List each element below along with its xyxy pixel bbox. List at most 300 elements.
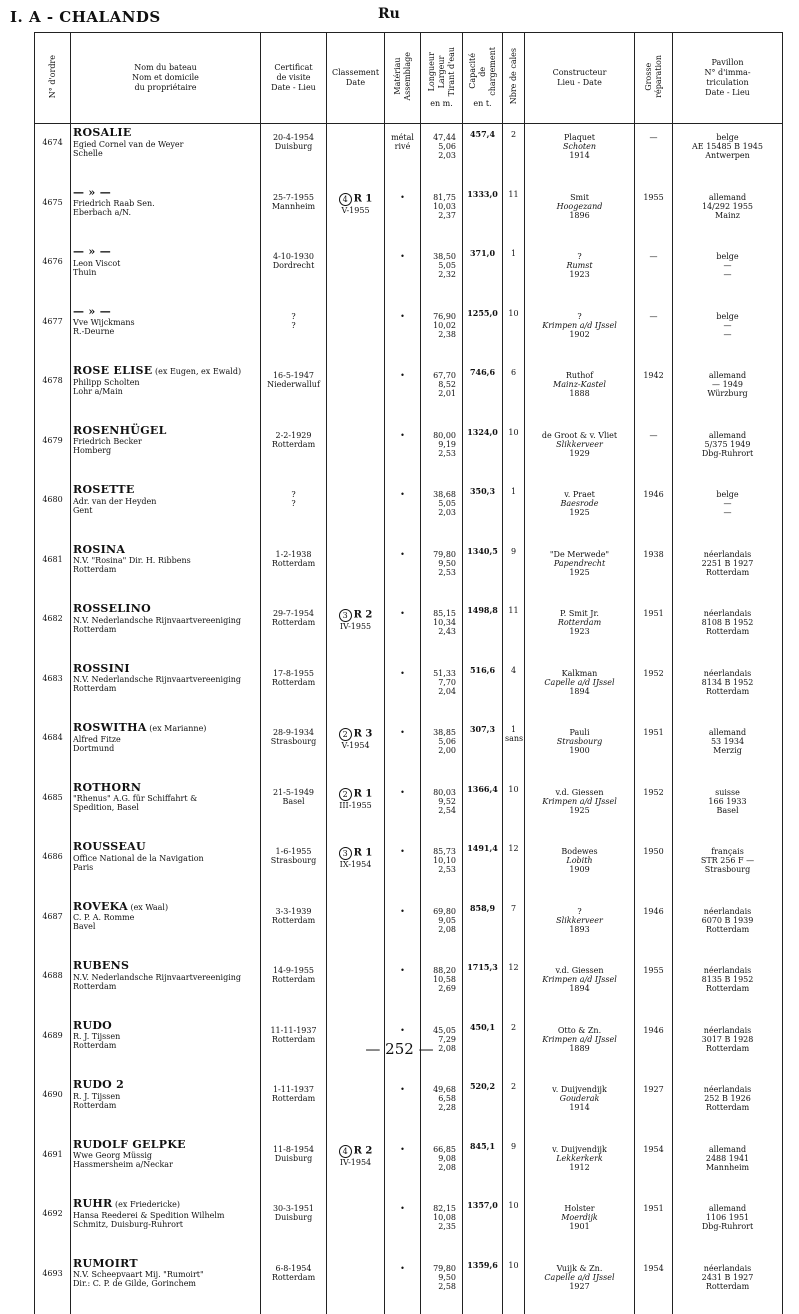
registration-place: Mainz xyxy=(675,211,780,220)
dimensions-cell xyxy=(421,422,463,482)
page-header xyxy=(0,0,799,32)
classification-cell xyxy=(327,600,385,660)
holds: 12 xyxy=(503,838,525,898)
repair-year: 1952 xyxy=(635,779,673,839)
owner-name: N.V. Nederlandsche Rijnvaartvereeniging xyxy=(73,973,258,982)
length: 66,85 xyxy=(423,1145,456,1154)
holds: 2 xyxy=(503,1076,525,1136)
width: 7,70 xyxy=(423,678,456,687)
registration-place: Antwerpen xyxy=(675,151,780,160)
flag-cell xyxy=(673,243,783,303)
ship-cell xyxy=(71,898,261,958)
ship-name: ROVEKA xyxy=(73,900,128,913)
owner-domicile: Schmitz, Duisburg-Ruhrort xyxy=(73,1220,258,1229)
col-capacity: Capacité de chargement en t. xyxy=(463,33,503,124)
width: 8,52 xyxy=(423,380,456,389)
ship-cell xyxy=(71,1136,261,1196)
dimensions-cell xyxy=(421,600,463,660)
certificate-date: ? xyxy=(263,490,324,499)
material: • xyxy=(387,1085,418,1094)
classification-cell xyxy=(327,184,385,244)
builder-name: "De Merwede" xyxy=(527,550,632,559)
owner-name: Friedrich Raab Sen. xyxy=(73,199,258,208)
certificate-date: ? xyxy=(263,312,324,321)
flag-cell xyxy=(673,957,783,1017)
holds: 1 xyxy=(503,481,525,541)
classification-cell xyxy=(327,303,385,363)
table-row xyxy=(35,243,783,303)
material: • xyxy=(387,728,418,737)
classification-cell xyxy=(327,541,385,601)
length: 47,44 xyxy=(423,133,456,142)
build-year: 1889 xyxy=(527,1044,632,1053)
capacity: 845,1 xyxy=(463,1136,503,1196)
classification-cell xyxy=(327,838,385,898)
builder-name: ? xyxy=(527,312,632,321)
ship-name: ROSINA xyxy=(73,543,125,556)
width: 9,08 xyxy=(423,1154,456,1163)
length: 80,03 xyxy=(423,788,456,797)
builder-cell xyxy=(525,243,635,303)
owner-domicile: Rotterdam xyxy=(73,684,258,693)
builder-name: de Groot & v. Vliet xyxy=(527,431,632,440)
flag-country: allemand xyxy=(675,728,780,737)
width: 10,03 xyxy=(423,202,456,211)
build-year: 1900 xyxy=(527,746,632,755)
builder-place: Schoten xyxy=(527,142,632,151)
builder-cell xyxy=(525,303,635,363)
length: 79,80 xyxy=(423,1264,456,1273)
owner-domicile: R.-Deurne xyxy=(73,327,258,336)
builder-name: v. Duijvendijk xyxy=(527,1145,632,1154)
build-year: 1925 xyxy=(527,508,632,517)
owner-domicile: Paris xyxy=(73,863,258,872)
row-number: 4689 xyxy=(35,1017,71,1077)
build-year: 1912 xyxy=(527,1163,632,1172)
builder-cell xyxy=(525,719,635,779)
ship-name: — » — xyxy=(73,186,111,199)
builder-name: Ruthof xyxy=(527,371,632,380)
material-cell xyxy=(385,481,421,541)
registration-place: Rotterdam xyxy=(675,925,780,934)
capacity: 307,3 xyxy=(463,719,503,779)
flag-country: néerlandais xyxy=(675,550,780,559)
owner-domicile: Rotterdam xyxy=(73,625,258,634)
length: 45,05 xyxy=(423,1026,456,1035)
col-holds: Nbre de cales xyxy=(503,33,525,124)
material: • xyxy=(387,431,418,440)
registration-number: AE 15485 B 1945 xyxy=(675,142,780,151)
class-date: IV-1955 xyxy=(329,622,382,631)
registration-number: 6070 B 1939 xyxy=(675,916,780,925)
width: 9,50 xyxy=(423,559,456,568)
flag-cell xyxy=(673,719,783,779)
draught: 2,53 xyxy=(423,865,456,874)
certificate-cell xyxy=(261,362,327,422)
page-number: — 252 — xyxy=(0,1040,799,1058)
draught: 2,32 xyxy=(423,270,456,279)
ship-former-name: (ex Eugen, ex Ewald) xyxy=(155,367,241,376)
class-date: V-1955 xyxy=(329,206,382,215)
class-code: R 3 xyxy=(354,729,373,740)
col-builder: Constructeur Lieu - Date xyxy=(525,33,635,124)
material-cell xyxy=(385,541,421,601)
owner-domicile: Lohr a/Main xyxy=(73,387,258,396)
registration-place: Dbg-Ruhrort xyxy=(675,449,780,458)
builder-place: Krimpen a/d IJssel xyxy=(527,1035,632,1044)
builder-place: Lekkerkerk xyxy=(527,1154,632,1163)
builder-cell xyxy=(525,184,635,244)
classification-cell xyxy=(327,1195,385,1255)
builder-name: v. Duijvendijk xyxy=(527,1085,632,1094)
dimensions-cell xyxy=(421,362,463,422)
ship-name: ROSENHÜGEL xyxy=(73,424,167,437)
length: 38,68 xyxy=(423,490,456,499)
classification-cell xyxy=(327,1136,385,1196)
registration-number: 3017 B 1928 xyxy=(675,1035,780,1044)
flag-cell xyxy=(673,184,783,244)
certificate-date: 30-3-1951 xyxy=(263,1204,324,1213)
capacity: 858,9 xyxy=(463,898,503,958)
holds: 2 xyxy=(503,1017,525,1077)
registration-number: 252 B 1926 xyxy=(675,1094,780,1103)
length: 85,15 xyxy=(423,609,456,618)
owner-name: R. J. Tijssen xyxy=(73,1092,258,1101)
col-name: Nom du bateau Nom et domicile du propriétaire xyxy=(71,33,261,124)
classification-cell xyxy=(327,422,385,482)
certificate-date: 21-5-1949 xyxy=(263,788,324,797)
draught: 2,08 xyxy=(423,925,456,934)
owner-name: Office National de la Navigation xyxy=(73,854,258,863)
registration-number: 53 1934 xyxy=(675,737,780,746)
flag-cell xyxy=(673,1255,783,1314)
length: 82,15 xyxy=(423,1204,456,1213)
dimensions-cell xyxy=(421,898,463,958)
builder-cell xyxy=(525,600,635,660)
flag-cell xyxy=(673,481,783,541)
ship-cell xyxy=(71,303,261,363)
owner-domicile: Homberg xyxy=(73,446,258,455)
registration-place: Würzburg xyxy=(675,389,780,398)
certificate-place: Rotterdam xyxy=(263,1094,324,1103)
build-year: 1923 xyxy=(527,270,632,279)
owner-name: Leon Viscot xyxy=(73,259,258,268)
flag-country: allemand xyxy=(675,371,780,380)
material: • xyxy=(387,669,418,678)
registration-place: Rotterdam xyxy=(675,627,780,636)
builder-cell xyxy=(525,1255,635,1314)
certificate-cell xyxy=(261,303,327,363)
class-number: 3 xyxy=(339,609,352,622)
ship-cell xyxy=(71,481,261,541)
class-date: V-1954 xyxy=(329,741,382,750)
registration-place: — xyxy=(675,508,780,517)
builder-name: Bodewes xyxy=(527,847,632,856)
class-date: IX-1954 xyxy=(329,860,382,869)
width: 9,50 xyxy=(423,1273,456,1282)
row-number: 4682 xyxy=(35,600,71,660)
capacity: 450,1 xyxy=(463,1017,503,1077)
builder-place: Capelle a/d IJssel xyxy=(527,678,632,687)
section-title: I. A - CHALANDS xyxy=(10,8,161,26)
flag-country: belge xyxy=(675,312,780,321)
holds: 12 xyxy=(503,957,525,1017)
owner-name: Vve Wijckmans xyxy=(73,318,258,327)
certificate-cell xyxy=(261,957,327,1017)
material-cell xyxy=(385,898,421,958)
registration-place: Rotterdam xyxy=(675,1103,780,1112)
owner-name: N.V. Nederlandsche Rijnvaartvereeniging xyxy=(73,616,258,625)
owner-name: N.V. "Rosina" Dir. H. Ribbens xyxy=(73,556,258,565)
flag-cell xyxy=(673,1136,783,1196)
build-year: 1902 xyxy=(527,330,632,339)
flag-cell xyxy=(673,362,783,422)
owner-name: Friedrich Becker xyxy=(73,437,258,446)
material-cell xyxy=(385,660,421,720)
ship-name: RUDOLF GELPKE xyxy=(73,1138,186,1151)
index-letter: Ru xyxy=(378,6,400,22)
certificate-cell xyxy=(261,660,327,720)
owner-name: N.V. Scheepvaart Mij. "Rumoirt" xyxy=(73,1270,258,1279)
registration-number: 2488 1941 xyxy=(675,1154,780,1163)
certificate-date: 29-7-1954 xyxy=(263,609,324,618)
dimensions-cell xyxy=(421,1136,463,1196)
builder-name: Otto & Zn. xyxy=(527,1026,632,1035)
registration-number: STR 256 F — xyxy=(675,856,780,865)
builder-name: Kalkman xyxy=(527,669,632,678)
owner-domicile: Dir.: C. P. de Gilde, Gorinchem xyxy=(73,1279,258,1288)
dimensions-cell xyxy=(421,184,463,244)
material: • xyxy=(387,1264,418,1273)
builder-cell xyxy=(525,1076,635,1136)
dimensions-cell xyxy=(421,779,463,839)
table-row xyxy=(35,481,783,541)
ship-cell xyxy=(71,541,261,601)
width: 9,52 xyxy=(423,797,456,806)
length: 80,00 xyxy=(423,431,456,440)
class-number: 4 xyxy=(339,193,352,206)
build-year: 1925 xyxy=(527,568,632,577)
holds: 10 xyxy=(503,422,525,482)
table-row xyxy=(35,779,783,839)
holds: 9 xyxy=(503,1136,525,1196)
ship-name: RUMOIRT xyxy=(73,1257,138,1270)
builder-name: P. Smit Jr. xyxy=(527,609,632,618)
certificate-place: Dordrecht xyxy=(263,261,324,270)
builder-name: Holster xyxy=(527,1204,632,1213)
ship-cell xyxy=(71,124,261,184)
builder-place: Hoogezand xyxy=(527,202,632,211)
holds: 11 xyxy=(503,184,525,244)
certificate-cell xyxy=(261,838,327,898)
ship-cell xyxy=(71,1195,261,1255)
draught: 2,38 xyxy=(423,330,456,339)
owner-name: Philipp Scholten xyxy=(73,378,258,387)
flag-country: suisse xyxy=(675,788,780,797)
width: 10,08 xyxy=(423,1213,456,1222)
width: 10,58 xyxy=(423,975,456,984)
row-number: 4676 xyxy=(35,243,71,303)
material: • xyxy=(387,609,418,618)
registration-place: Dbg-Ruhrort xyxy=(675,1222,780,1231)
width: 9,05 xyxy=(423,916,456,925)
classification-cell xyxy=(327,957,385,1017)
registration-place: Mannheim xyxy=(675,1163,780,1172)
builder-place: Baesrode xyxy=(527,499,632,508)
builder-cell xyxy=(525,481,635,541)
ship-name: ROSSELINO xyxy=(73,602,151,615)
build-year: 1896 xyxy=(527,211,632,220)
draught: 2,01 xyxy=(423,389,456,398)
owner-domicile: Rotterdam xyxy=(73,982,258,991)
draught: 2,28 xyxy=(423,1103,456,1112)
ship-cell xyxy=(71,660,261,720)
repair-year: 1946 xyxy=(635,481,673,541)
class-code: R 1 xyxy=(354,193,373,204)
registration-number: — 1949 xyxy=(675,380,780,389)
class-date: III-1955 xyxy=(329,801,382,810)
draught: 2,03 xyxy=(423,508,456,517)
certificate-cell xyxy=(261,243,327,303)
certificate-cell xyxy=(261,1195,327,1255)
material: • xyxy=(387,1145,418,1154)
table-row xyxy=(35,957,783,1017)
certificate-place: Rotterdam xyxy=(263,678,324,687)
certificate-cell xyxy=(261,1255,327,1314)
builder-cell xyxy=(525,1195,635,1255)
capacity: 746,6 xyxy=(463,362,503,422)
certificate-date: 1-11-1937 xyxy=(263,1085,324,1094)
owner-name: Egied Cornel van de Weyer xyxy=(73,140,258,149)
certificate-cell xyxy=(261,481,327,541)
capacity: 1359,6 xyxy=(463,1255,503,1314)
certificate-cell xyxy=(261,898,327,958)
ship-cell xyxy=(71,243,261,303)
ship-cell xyxy=(71,957,261,1017)
repair-year: 1938 xyxy=(635,541,673,601)
builder-place: Moerdijk xyxy=(527,1213,632,1222)
certificate-place: Basel xyxy=(263,797,324,806)
draught: 2,04 xyxy=(423,687,456,696)
builder-name: Smit xyxy=(527,193,632,202)
certificate-cell xyxy=(261,541,327,601)
length: 38,50 xyxy=(423,252,456,261)
classification-cell xyxy=(327,719,385,779)
ship-name: ROSETTE xyxy=(73,483,135,496)
owner-domicile: Schelle xyxy=(73,149,258,158)
certificate-date: 16-5-1947 xyxy=(263,371,324,380)
certificate-place: Duisburg xyxy=(263,1213,324,1222)
certificate-date: 4-10-1930 xyxy=(263,252,324,261)
holds: 4 xyxy=(503,660,525,720)
length: 51,33 xyxy=(423,669,456,678)
builder-place: Krimpen a/d IJssel xyxy=(527,321,632,330)
repair-year: 1951 xyxy=(635,600,673,660)
flag-country: allemand xyxy=(675,193,780,202)
repair-year: — xyxy=(635,243,673,303)
width: 10,10 xyxy=(423,856,456,865)
draught: 2,03 xyxy=(423,151,456,160)
draught: 2,43 xyxy=(423,627,456,636)
draught: 2,53 xyxy=(423,449,456,458)
registration-number: 14/292 1955 xyxy=(675,202,780,211)
length: 38,85 xyxy=(423,728,456,737)
certificate-cell xyxy=(261,184,327,244)
dimensions-cell xyxy=(421,1255,463,1314)
owner-name: N.V. Nederlandsche Rijnvaartvereeniging xyxy=(73,675,258,684)
material: • xyxy=(387,490,418,499)
draught: 2,54 xyxy=(423,806,456,815)
class-code: R 2 xyxy=(354,610,373,621)
builder-name: v. Praet xyxy=(527,490,632,499)
table-row xyxy=(35,600,783,660)
builder-name: Plaquet xyxy=(527,133,632,142)
ship-cell xyxy=(71,838,261,898)
owner-name: R. J. Tijssen xyxy=(73,1032,258,1041)
certificate-place: ? xyxy=(263,321,324,330)
builder-cell xyxy=(525,660,635,720)
material: • xyxy=(387,1026,418,1035)
builder-place: Gouderak xyxy=(527,1094,632,1103)
builder-cell xyxy=(525,422,635,482)
certificate-place: Rotterdam xyxy=(263,440,324,449)
ship-former-name: (ex Waal) xyxy=(130,903,168,912)
holds: 1 sans xyxy=(503,719,525,779)
material-cell xyxy=(385,957,421,1017)
owner-name: Alfred Fitze xyxy=(73,735,258,744)
flag-country: belge xyxy=(675,490,780,499)
flag-cell xyxy=(673,898,783,958)
certificate-cell xyxy=(261,719,327,779)
flag-country: allemand xyxy=(675,1145,780,1154)
repair-year: 1954 xyxy=(635,1136,673,1196)
table-row xyxy=(35,898,783,958)
col-class: Classement Date xyxy=(327,33,385,124)
capacity: 350,3 xyxy=(463,481,503,541)
draught: 2,00 xyxy=(423,746,456,755)
material-cell xyxy=(385,1076,421,1136)
certificate-place: Rotterdam xyxy=(263,916,324,925)
material-cell xyxy=(385,1136,421,1196)
width: 10,34 xyxy=(423,618,456,627)
certificate-place: Strasbourg xyxy=(263,737,324,746)
build-year: 1901 xyxy=(527,1222,632,1231)
certificate-date: 25-7-1955 xyxy=(263,193,324,202)
ship-cell xyxy=(71,1076,261,1136)
ship-name: RUDO xyxy=(73,1019,112,1032)
row-number: 4691 xyxy=(35,1136,71,1196)
owner-name: "Rhenus" A.G. für Schiffahrt & xyxy=(73,794,258,803)
table-row xyxy=(35,1255,783,1314)
table-row xyxy=(35,184,783,244)
repair-year: — xyxy=(635,124,673,184)
length: 49,68 xyxy=(423,1085,456,1094)
col-material: Matériau Assemblage xyxy=(385,33,421,124)
certificate-place: Rotterdam xyxy=(263,618,324,627)
ship-cell xyxy=(71,719,261,779)
build-year: 1914 xyxy=(527,151,632,160)
flag-cell xyxy=(673,124,783,184)
length: 85,73 xyxy=(423,847,456,856)
length: 81,75 xyxy=(423,193,456,202)
capacity: 1340,5 xyxy=(463,541,503,601)
dimensions-cell xyxy=(421,957,463,1017)
width: 7,29 xyxy=(423,1035,456,1044)
build-year: 1923 xyxy=(527,627,632,636)
classification-cell xyxy=(327,779,385,839)
flag-country: néerlandais xyxy=(675,609,780,618)
flag-cell xyxy=(673,600,783,660)
